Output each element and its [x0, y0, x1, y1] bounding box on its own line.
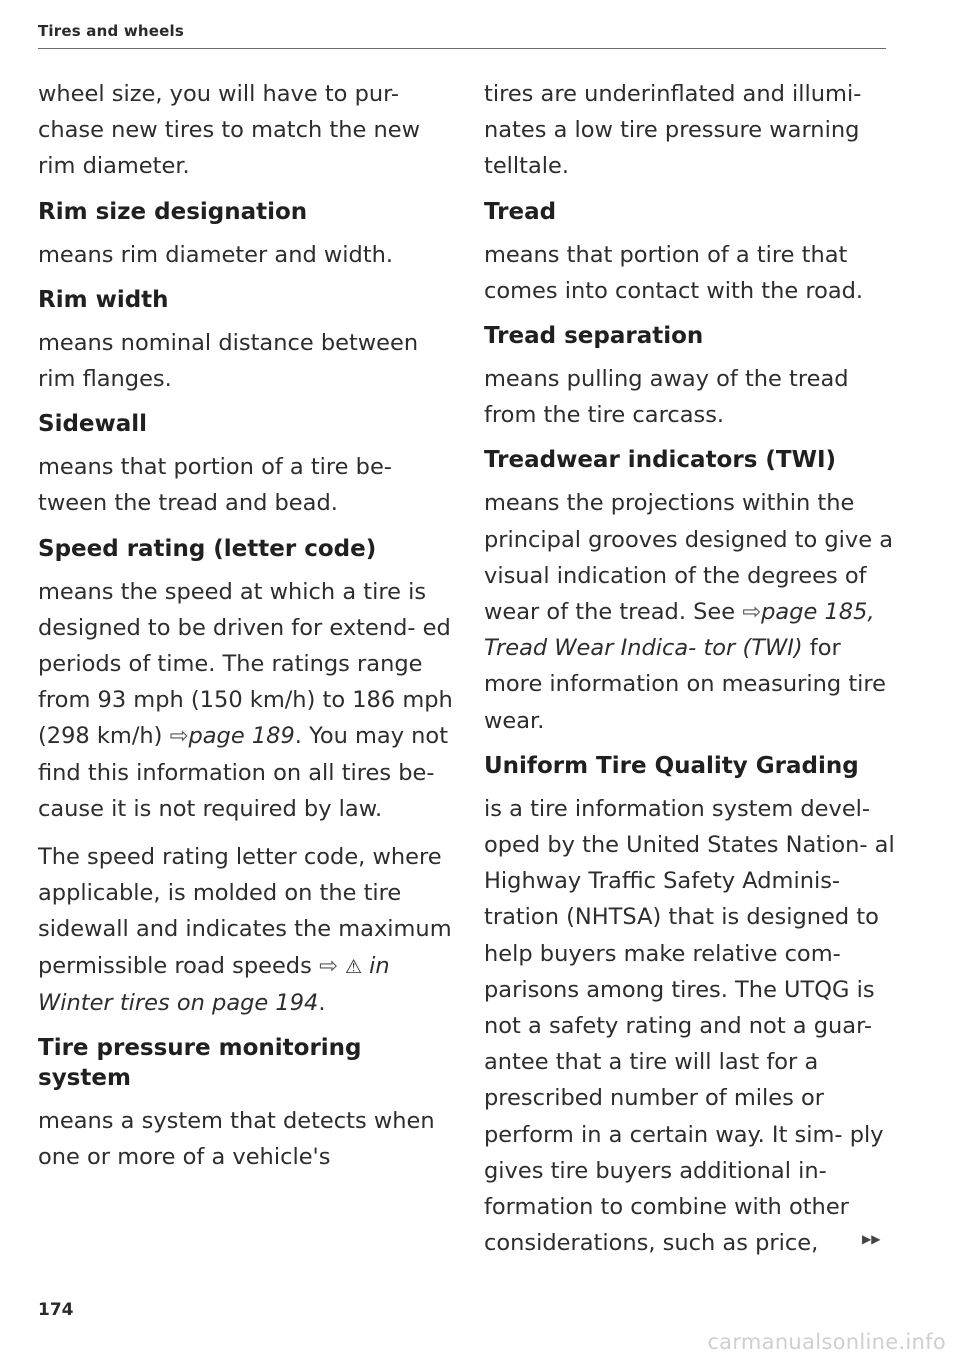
section-header: Tires and wheels — [38, 22, 886, 49]
heading-rim-size-designation: Rim size designation — [38, 198, 308, 225]
heading-rim-width: Rim width — [38, 286, 169, 313]
arrow-right-icon: ⇨ — [318, 952, 338, 979]
tread-separation-definition: means pulling away of the tread from the tire carcass. — [484, 366, 849, 429]
arrow-right-icon: ⇨ — [169, 723, 189, 750]
speed-letter-text-a: The speed rating letter code, where applicable, is molded on the tire sidewall and indicates the maximum permissible road speeds — [38, 844, 452, 979]
heading-treadwear-indicators: Treadwear indicators (TWI) — [484, 447, 837, 474]
tpms-definition: means a system that detects when one or more of a vehicle's — [38, 1108, 435, 1171]
speed-rating-definition — [38, 574, 458, 827]
speed-letter-text-b: . — [318, 989, 326, 1016]
continued-paragraph: wheel size, you will have to pur- chase new tires to match the new rim diameter. — [38, 81, 420, 180]
page-number: 174 — [38, 1300, 74, 1320]
page-189-link[interactable] — [170, 723, 295, 749]
heading-tread-separation: Tread separation — [484, 323, 704, 350]
rim-size-definition: means rim diameter and width. — [38, 241, 394, 268]
rim-width-definition: means nominal distance between rim flanges. — [38, 329, 419, 393]
heading-sidewall: Sidewall — [38, 411, 148, 438]
tread-definition: means that portion of a tire that comes into contact with the road. — [484, 241, 864, 304]
speed-letter-code-paragraph — [38, 839, 458, 1021]
utqg-definition: is a tire information system devel- oped by the United States Nation- al Highway Traffic Safety Adminis- tration (NHTSA) that is designed to help buyers make relative com- parisons among tires. The UTQG is not a safety rating and not a guar- antee that a tire will last for a prescribed number of miles or perform in a certain way. It sim- ply gives tire buyers additional in- formation to combine with other considerations, such as price, — [484, 795, 895, 1257]
warning-triangle-icon: ⚠ — [344, 955, 363, 978]
sidewall-definition: means that portion of a tire be- tween the tread and bead. — [38, 454, 392, 517]
page-189-ref-text: page 189 — [188, 723, 295, 750]
heading-tire-pressure-monitoring: Tire pressure monitoring system — [38, 1035, 362, 1092]
twi-definition — [484, 485, 904, 738]
speed-rating-text-a: means the speed at which a tire is designed to be driven for extend- ed periods of time. The ratings range from 93 mph (150 km/h) to 186 mph (298 km/h) — [38, 578, 453, 750]
continued-paragraph: tires are underinflated and illumi- nates a low tire pressure warning telltale. — [484, 81, 862, 180]
watermark: carmanualsonline.info — [707, 1330, 946, 1354]
winter-tires-ref-text: in Winter tires on page 194 — [38, 952, 390, 1016]
twi-text-a: means the projections within the principal grooves designed to give a visual indication of the degrees of wear of the tread. See — [484, 490, 894, 626]
speed-rating-text-b: . You may not find this information on all tires be- cause it is not required by law. — [38, 723, 449, 822]
arrow-right-icon: ⇨ — [742, 599, 762, 626]
heading-tread: Tread — [484, 198, 557, 225]
continue-arrow-icon: ▶▶ — [862, 1232, 881, 1246]
twi-text-b: for more information on measuring tire wear. — [484, 635, 887, 734]
heading-uniform-tire-quality-grading: Uniform Tire Quality Grading — [484, 752, 859, 779]
page-185-ref-text: page 185, Tread Wear Indica- tor (TWI) — [484, 599, 875, 662]
heading-speed-rating: Speed rating (letter code) — [38, 535, 377, 562]
left-column — [38, 76, 458, 1175]
right-column — [484, 76, 904, 1261]
